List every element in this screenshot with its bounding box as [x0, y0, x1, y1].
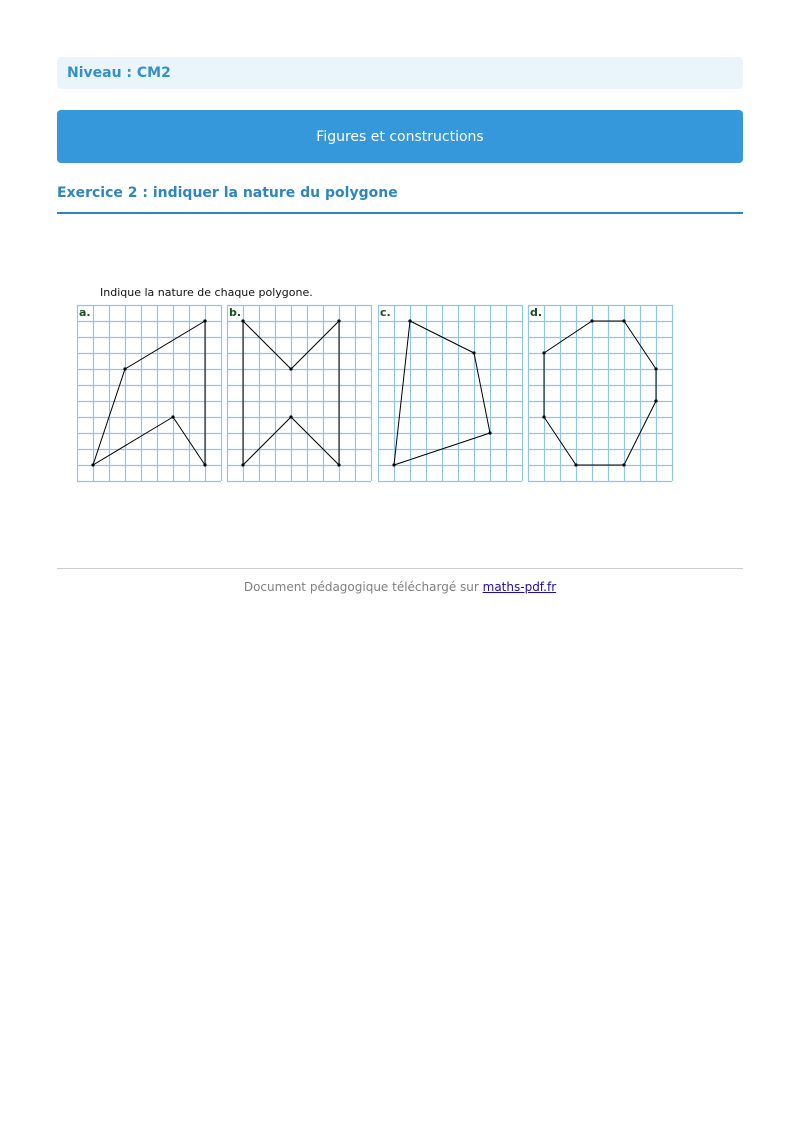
level-label: Niveau : CM2	[67, 65, 171, 81]
footer-divider	[57, 568, 743, 569]
vertex-b	[337, 463, 340, 466]
vertex-a	[123, 367, 126, 370]
vertex-d	[542, 415, 545, 418]
figure-label-d: d.	[530, 306, 543, 319]
vertex-c	[472, 351, 475, 354]
polygon-panel-d	[528, 305, 672, 481]
footer-text: Document pédagogique téléchargé sur	[243, 580, 483, 594]
level-box	[57, 57, 743, 89]
vertex-a	[91, 463, 94, 466]
vertex-d	[622, 463, 625, 466]
vertex-a	[203, 319, 206, 322]
vertex-d	[590, 319, 593, 322]
vertex-b	[289, 415, 292, 418]
polygon-panel-b	[227, 305, 371, 481]
source-link[interactable]: maths-pdf.fr	[482, 580, 557, 594]
vertex-d	[654, 367, 657, 370]
vertex-c	[392, 463, 395, 466]
grid-d	[528, 305, 673, 482]
vertex-d	[574, 463, 577, 466]
exercise-instruction: Indique la nature de chaque polygone.	[100, 286, 313, 299]
vertex-a	[171, 415, 174, 418]
exercise-title: Exercice 2 : indiquer la nature du polygone	[57, 185, 398, 201]
vertex-b	[241, 463, 244, 466]
grid-a	[77, 305, 222, 482]
vertex-d	[622, 319, 625, 322]
title-divider	[57, 212, 743, 214]
chapter-banner	[57, 110, 743, 163]
vertex-c	[488, 431, 491, 434]
footer	[57, 580, 743, 594]
figure-label-c: c.	[380, 306, 391, 319]
grid-b	[227, 305, 372, 482]
chapter-title: Figures et constructions	[316, 128, 484, 145]
figure-label-a: a.	[79, 306, 91, 319]
vertex-d	[542, 351, 545, 354]
figure-label-b: b.	[229, 306, 242, 319]
polygon-panel-c	[378, 305, 522, 481]
vertex-b	[241, 319, 244, 322]
vertex-b	[337, 319, 340, 322]
grid-c	[378, 305, 523, 482]
polygon-panel-a	[77, 305, 221, 481]
vertex-a	[203, 463, 206, 466]
vertex-c	[408, 319, 411, 322]
vertex-d	[654, 399, 657, 402]
vertex-b	[289, 367, 292, 370]
